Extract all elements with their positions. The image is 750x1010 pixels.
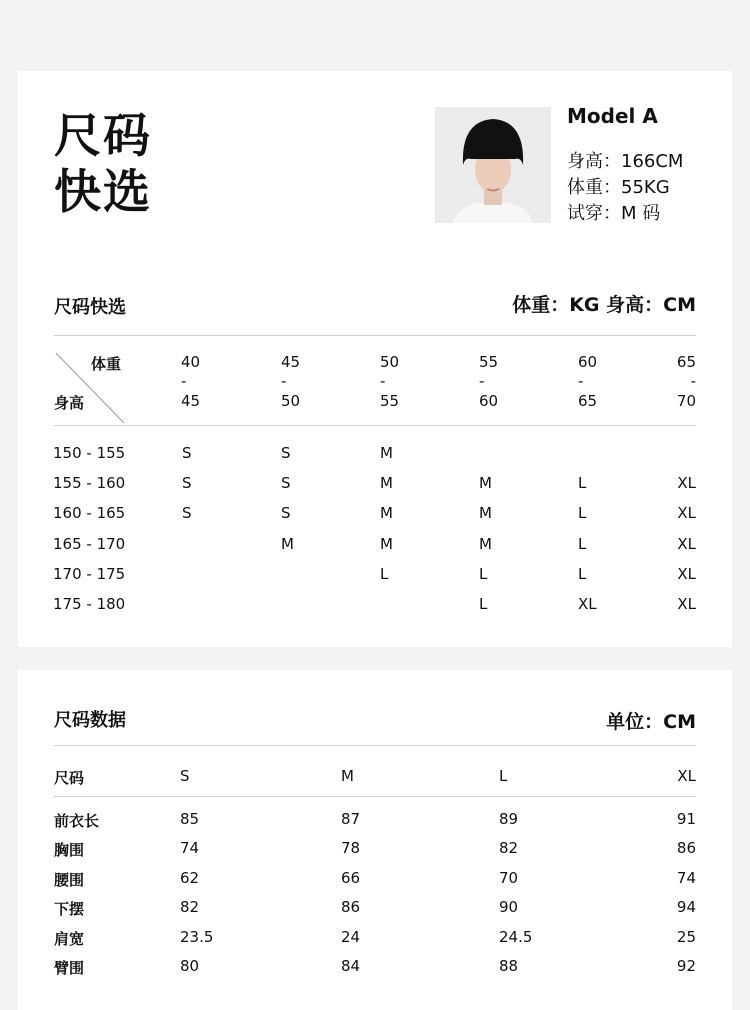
measure-header-divider bbox=[54, 796, 696, 797]
size-cell: XL bbox=[677, 474, 696, 493]
measure-section-title: 尺码数据 bbox=[54, 710, 126, 731]
measure-value: 82 bbox=[180, 898, 200, 917]
weight-col-from: 60 bbox=[578, 353, 598, 371]
size-cell: L bbox=[578, 534, 587, 553]
size-cell: S bbox=[281, 474, 291, 493]
measure-row-label: 臂围 bbox=[54, 959, 85, 977]
weight-col-from: 50 bbox=[380, 353, 400, 371]
size-cell: L bbox=[578, 564, 587, 583]
height-range-label: 150 - 155 bbox=[53, 444, 126, 462]
size-cell: L bbox=[380, 564, 389, 583]
measure-value: 74 bbox=[676, 868, 696, 887]
measure-header-top-divider bbox=[54, 745, 696, 746]
measure-value: 80 bbox=[180, 957, 200, 975]
measure-row-label: 下摆 bbox=[54, 900, 85, 919]
measure-header-size: S bbox=[180, 767, 190, 785]
measure-header-size: XL bbox=[677, 767, 696, 785]
model-height: 身高：166CM bbox=[567, 151, 684, 172]
measure-value: 85 bbox=[180, 810, 200, 828]
weight-col-to: 60 bbox=[479, 392, 499, 410]
measure-row-label: 肩宽 bbox=[54, 929, 85, 948]
size-cell: M bbox=[479, 504, 492, 523]
title-line-1: 尺码 bbox=[54, 109, 152, 164]
measure-value: 25 bbox=[676, 927, 696, 946]
quick-section-title: 尺码快选 bbox=[54, 297, 126, 318]
weight-col-from: 45 bbox=[281, 353, 301, 371]
weight-col-dash: - bbox=[380, 372, 386, 390]
model-photo bbox=[435, 107, 551, 223]
corner-height-label: 身高 bbox=[54, 394, 85, 412]
model-name: Model A bbox=[567, 104, 658, 128]
measure-row-label: 胸围 bbox=[54, 841, 85, 860]
weight-col-to: 55 bbox=[380, 392, 400, 410]
height-range-label: 165 - 170 bbox=[53, 534, 126, 553]
measure-header-label: 尺码 bbox=[54, 769, 85, 787]
weight-col-dash: - bbox=[578, 372, 584, 390]
size-cell: M bbox=[380, 474, 393, 493]
measure-value: 62 bbox=[180, 868, 200, 887]
weight-col-from: 55 bbox=[479, 353, 499, 371]
measure-row-label: 前衣长 bbox=[54, 812, 100, 830]
weight-col-to: 45 bbox=[181, 392, 201, 410]
quick-units-label: 体重：KG 身高：CM bbox=[512, 294, 696, 316]
measure-value: 86 bbox=[341, 898, 361, 917]
size-cell: L bbox=[578, 504, 587, 523]
measure-value: 23.5 bbox=[180, 927, 214, 946]
measure-header-size: M bbox=[341, 767, 354, 785]
size-cell: L bbox=[479, 564, 488, 583]
size-cell: M bbox=[479, 474, 492, 493]
size-cell: M bbox=[479, 534, 492, 553]
model-tryon-size: 试穿：M 码 bbox=[567, 203, 661, 224]
corner-weight-label: 体重 bbox=[91, 355, 122, 373]
size-cell: M bbox=[281, 534, 294, 553]
size-cell: L bbox=[479, 595, 488, 613]
measure-value: 82 bbox=[499, 839, 519, 858]
size-cell: XL bbox=[677, 534, 696, 553]
size-cell: M bbox=[380, 504, 393, 523]
weight-col-dash: - bbox=[690, 372, 696, 390]
measure-value: 92 bbox=[676, 957, 696, 975]
title-line-2: 快选 bbox=[54, 165, 152, 220]
size-cell: XL bbox=[677, 504, 696, 523]
measure-value: 66 bbox=[341, 868, 361, 887]
measure-value: 70 bbox=[499, 868, 519, 887]
model-portrait-image bbox=[435, 107, 551, 223]
weight-col-dash: - bbox=[479, 372, 485, 390]
measure-value: 88 bbox=[499, 957, 519, 975]
measure-value: 84 bbox=[341, 957, 361, 975]
weight-col-dash: - bbox=[181, 372, 187, 390]
size-cell: L bbox=[578, 474, 587, 493]
measure-value: 90 bbox=[499, 898, 519, 917]
quick-size-card bbox=[18, 71, 732, 647]
measure-value: 24.5 bbox=[499, 927, 533, 946]
page-title bbox=[54, 109, 152, 221]
measure-units-label: 单位：CM bbox=[606, 711, 696, 733]
measure-value: 74 bbox=[180, 839, 200, 858]
size-cell: M bbox=[380, 444, 393, 462]
model-info bbox=[567, 149, 683, 227]
size-cell: XL bbox=[578, 595, 597, 613]
weight-col-to: 70 bbox=[676, 392, 696, 410]
measure-value: 86 bbox=[676, 839, 696, 858]
measure-value: 89 bbox=[499, 810, 519, 828]
size-cell: M bbox=[380, 534, 393, 553]
size-cell: XL bbox=[677, 564, 696, 583]
height-range-label: 170 - 175 bbox=[53, 564, 126, 583]
weight-col-to: 65 bbox=[578, 392, 598, 410]
weight-col-from: 65 bbox=[676, 353, 696, 371]
quick-table-divider bbox=[54, 425, 696, 426]
size-cell: S bbox=[281, 504, 291, 523]
size-data-card bbox=[18, 670, 732, 1010]
weight-col-dash: - bbox=[281, 372, 287, 390]
weight-col-from: 40 bbox=[181, 353, 201, 371]
size-cell: S bbox=[182, 474, 192, 493]
measure-value: 91 bbox=[676, 810, 696, 828]
size-cell: XL bbox=[677, 595, 696, 613]
size-cell: S bbox=[182, 504, 192, 523]
weight-col-to: 50 bbox=[281, 392, 301, 410]
measure-value: 94 bbox=[676, 898, 696, 917]
measure-header-size: L bbox=[499, 767, 508, 785]
size-cell: S bbox=[182, 444, 192, 462]
measure-value: 78 bbox=[341, 839, 361, 858]
measure-value: 87 bbox=[341, 810, 361, 828]
size-cell: S bbox=[281, 444, 291, 462]
height-range-label: 155 - 160 bbox=[53, 474, 126, 493]
measure-row-label: 腰围 bbox=[54, 870, 85, 889]
quick-header-divider bbox=[54, 335, 696, 336]
model-weight: 体重：55KG bbox=[567, 177, 670, 198]
measure-value: 24 bbox=[341, 927, 361, 946]
height-range-label: 160 - 165 bbox=[53, 504, 126, 523]
height-range-label: 175 - 180 bbox=[53, 595, 126, 613]
